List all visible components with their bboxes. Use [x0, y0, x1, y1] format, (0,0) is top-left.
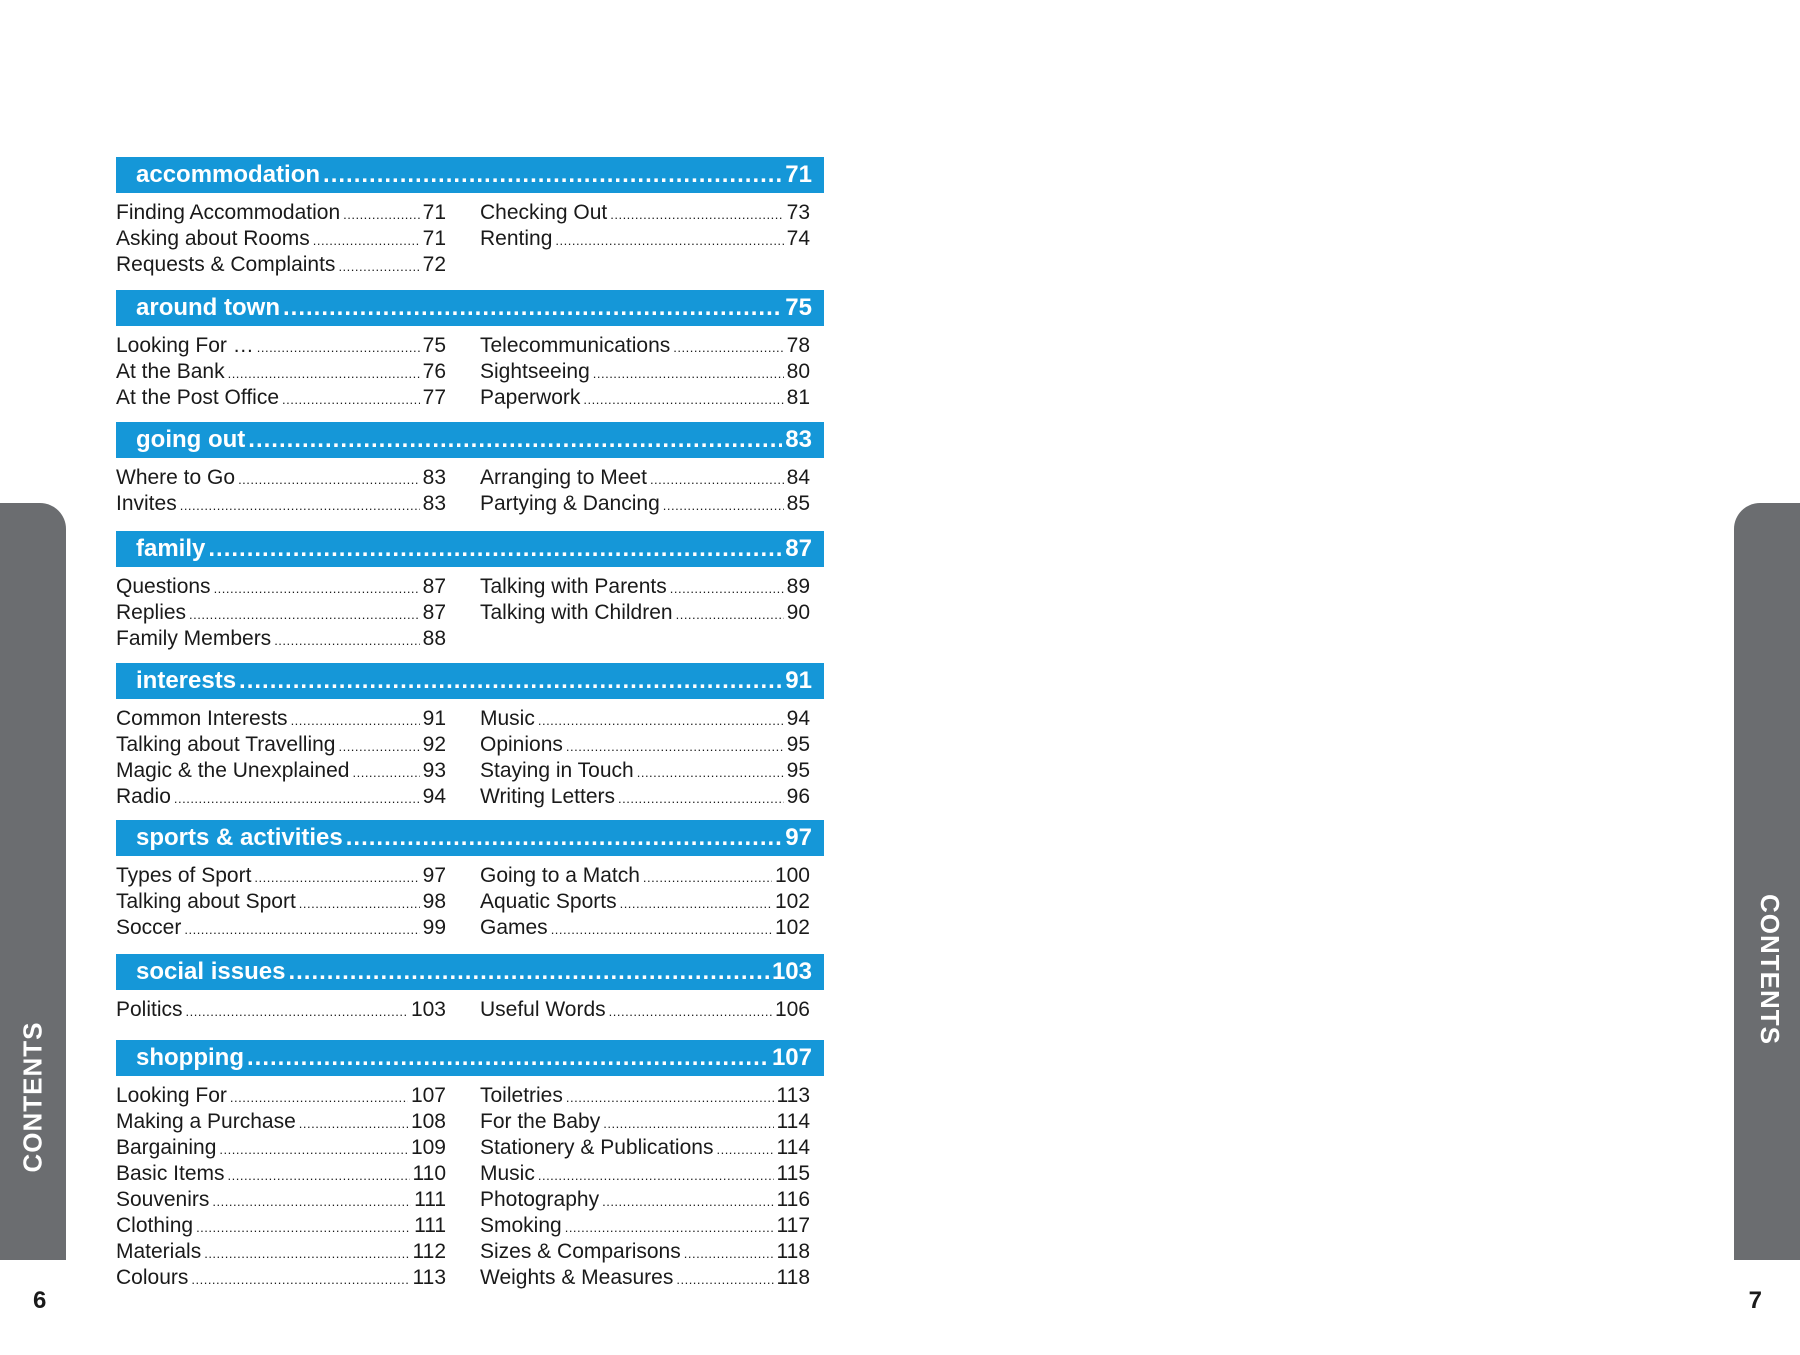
entry-page-number: 90	[786, 601, 810, 624]
section-title: interests	[136, 667, 237, 694]
entry-page-number: 117	[776, 1214, 810, 1237]
entry-page-number: 88	[422, 627, 446, 650]
section-page-number: 91	[785, 667, 812, 694]
entry-label: Materials	[116, 1240, 202, 1263]
toc-entry[interactable]	[116, 1084, 446, 1110]
entry-page-number: 87	[422, 601, 446, 624]
entry-page-number: 106	[774, 998, 810, 1021]
dot-leader	[566, 735, 784, 759]
section-heading[interactable]	[116, 531, 824, 567]
toc-entry[interactable]	[480, 1162, 810, 1188]
entry-page-number: 71	[422, 227, 446, 250]
toc-entry[interactable]	[116, 1266, 446, 1292]
entry-label: Politics	[116, 998, 183, 1021]
entry-page-number: 99	[422, 916, 446, 939]
toc-entry[interactable]	[480, 386, 810, 412]
toc-entry[interactable]	[480, 575, 810, 601]
dot-leader	[618, 787, 784, 811]
entry-column	[480, 334, 810, 412]
entry-label: Staying in Touch	[480, 759, 634, 782]
dot-leader	[212, 1190, 411, 1214]
entry-label: Useful Words	[480, 998, 606, 1021]
toc-entry[interactable]	[480, 492, 810, 518]
entry-label: Going to a Match	[480, 864, 640, 887]
entry-page-number: 95	[786, 733, 810, 756]
toc-entry[interactable]	[116, 360, 446, 386]
dot-leader	[583, 388, 783, 412]
toc-entry[interactable]	[116, 785, 446, 811]
entry-page-number: 81	[786, 386, 810, 409]
entry-label: Aquatic Sports	[480, 890, 617, 913]
entry-page-number: 102	[774, 890, 810, 913]
toc-entry[interactable]	[480, 466, 810, 492]
dot-leader	[184, 918, 419, 942]
section-page-number: 75	[785, 294, 812, 321]
dot-leader	[191, 1268, 409, 1292]
dot-leader	[555, 229, 783, 253]
dot-leader	[239, 667, 782, 695]
entry-label: Smoking	[480, 1214, 562, 1237]
section-page-number: 71	[785, 161, 812, 188]
dot-leader	[566, 1086, 774, 1110]
entry-page-number: 73	[786, 201, 810, 224]
entry-label: Weights & Measures	[480, 1266, 674, 1289]
section-heading[interactable]	[116, 954, 824, 990]
section-heading[interactable]	[116, 157, 824, 193]
toc-entry[interactable]	[116, 253, 446, 279]
entry-page-number: 91	[422, 707, 446, 730]
entry-label: For the Baby	[480, 1110, 601, 1133]
entry-label: Opinions	[480, 733, 563, 756]
entry-column	[480, 575, 810, 653]
entry-label: Partying & Dancing	[480, 492, 660, 515]
contents-side-tab	[0, 503, 66, 1260]
entry-page-number: 114	[776, 1110, 810, 1133]
entry-label: Basic Items	[116, 1162, 225, 1185]
dot-leader	[186, 1000, 408, 1024]
dot-leader	[538, 709, 784, 733]
dot-leader	[343, 203, 420, 227]
dot-leader	[299, 1112, 408, 1136]
entry-label: Looking For …	[116, 334, 254, 357]
entry-label: Invites	[116, 492, 177, 515]
page-number: 6	[33, 1287, 47, 1314]
dot-leader	[620, 892, 772, 916]
toc-entry[interactable]	[480, 360, 810, 386]
toc-entry[interactable]	[116, 492, 446, 518]
entry-page-number: 76	[422, 360, 446, 383]
entry-label: Family Members	[116, 627, 272, 650]
dot-leader	[274, 629, 419, 653]
entry-page-number: 94	[422, 785, 446, 808]
dot-leader	[313, 229, 420, 253]
section-title: going out	[136, 426, 246, 453]
entry-label: Music	[480, 1162, 535, 1185]
entry-page-number: 116	[776, 1188, 810, 1211]
dot-leader	[650, 468, 784, 492]
section-page-number: 83	[785, 426, 812, 453]
toc-entry[interactable]	[480, 998, 810, 1024]
toc-section	[116, 663, 824, 811]
entry-label: Photography	[480, 1188, 600, 1211]
entry-page-number: 83	[422, 466, 446, 489]
toc-entry[interactable]	[480, 785, 810, 811]
entry-page-number: 102	[774, 916, 810, 939]
dot-leader	[676, 1268, 773, 1292]
entry-page-number: 72	[422, 253, 446, 276]
entry-page-number: 97	[422, 864, 446, 887]
dot-leader	[282, 388, 420, 412]
entry-label: Games	[480, 916, 548, 939]
section-title: shopping	[136, 1044, 244, 1071]
entry-page-number: 118	[776, 1240, 810, 1263]
entry-label: Colours	[116, 1266, 189, 1289]
section-page-number: 103	[771, 958, 812, 985]
toc-entry[interactable]	[480, 1110, 810, 1136]
entry-label: Telecommunications	[480, 334, 671, 357]
dot-leader	[189, 603, 420, 627]
entry-column	[480, 998, 810, 1024]
entry-label: Talking about Travelling	[116, 733, 336, 756]
dot-leader	[196, 1216, 411, 1240]
entry-page-number: 110	[412, 1162, 446, 1185]
dot-leader	[228, 362, 420, 386]
toc-entry[interactable]	[480, 227, 810, 253]
toc-entry[interactable]	[480, 916, 810, 942]
dot-leader	[299, 892, 420, 916]
entry-label: Sizes & Comparisons	[480, 1240, 681, 1263]
entry-page-number: 100	[774, 864, 810, 887]
toc-entry[interactable]	[116, 1240, 446, 1266]
entry-label: Replies	[116, 601, 187, 624]
dot-leader	[663, 494, 784, 518]
toc-entry[interactable]	[116, 1110, 446, 1136]
toc-entry[interactable]	[480, 334, 810, 360]
toc-section	[116, 157, 824, 279]
section-heading[interactable]	[116, 1040, 824, 1076]
section-title: sports & activities	[136, 824, 343, 851]
entry-page-number: 112	[412, 1240, 446, 1263]
entry-column	[116, 334, 446, 412]
dot-leader	[238, 468, 420, 492]
entry-page-number: 109	[410, 1136, 446, 1159]
section-heading[interactable]	[116, 663, 824, 699]
toc-entry[interactable]	[116, 916, 446, 942]
entry-label: Asking about Rooms	[116, 227, 310, 250]
toc-entry[interactable]	[116, 201, 446, 227]
entry-page-number: 71	[422, 201, 446, 224]
entry-label: Talking with Children	[480, 601, 673, 624]
entry-page-number: 115	[776, 1162, 810, 1185]
entry-label: Questions	[116, 575, 211, 598]
entry-page-number: 118	[776, 1266, 810, 1289]
entry-page-number: 78	[786, 334, 810, 357]
entry-page-number: 89	[786, 575, 810, 598]
dot-leader	[283, 294, 782, 322]
toc-entry[interactable]	[480, 1214, 810, 1240]
dot-leader	[676, 603, 784, 627]
dot-leader	[338, 735, 419, 759]
entry-column	[480, 466, 810, 518]
entry-label: Paperwork	[480, 386, 581, 409]
entry-page-number: 103	[410, 998, 446, 1021]
dot-leader	[257, 336, 420, 360]
entry-page-number: 111	[414, 1188, 446, 1211]
toc-entry[interactable]	[116, 334, 446, 360]
entry-page-number: 74	[786, 227, 810, 250]
dot-leader	[538, 1164, 774, 1188]
section-heading[interactable]	[116, 290, 824, 326]
dot-leader	[603, 1112, 773, 1136]
entry-column	[116, 1084, 446, 1292]
toc-entry[interactable]	[480, 1266, 810, 1292]
toc-entry[interactable]	[116, 1162, 446, 1188]
dot-leader	[214, 577, 420, 601]
entry-label: Bargaining	[116, 1136, 217, 1159]
section-heading[interactable]	[116, 820, 824, 856]
entry-column	[480, 864, 810, 942]
dot-leader	[346, 824, 783, 852]
dot-leader	[673, 336, 783, 360]
toc-entry[interactable]	[480, 1136, 810, 1162]
entry-label: Looking For	[116, 1084, 227, 1107]
entry-column	[116, 201, 446, 279]
entry-label: Talking about Sport	[116, 890, 296, 913]
entry-label: Making a Purchase	[116, 1110, 296, 1133]
section-page-number: 97	[785, 824, 812, 851]
dot-leader	[174, 787, 420, 811]
toc-section	[116, 531, 824, 653]
dot-leader	[609, 1000, 772, 1024]
entry-page-number: 113	[412, 1266, 446, 1289]
dot-leader	[323, 161, 782, 189]
dot-leader	[684, 1242, 774, 1266]
entry-label: Stationery & Publications	[480, 1136, 714, 1159]
entry-page-number: 84	[786, 466, 810, 489]
toc-entry[interactable]	[480, 601, 810, 627]
dot-leader	[288, 958, 769, 986]
dot-leader	[670, 577, 784, 601]
toc-entry[interactable]	[480, 1240, 810, 1266]
dot-leader	[610, 203, 783, 227]
entry-label: Sightseeing	[480, 360, 590, 383]
entry-label: Clothing	[116, 1214, 194, 1237]
dot-leader	[637, 761, 784, 785]
toc-entry[interactable]	[480, 733, 810, 759]
toc-entry[interactable]	[480, 1084, 810, 1110]
entry-column	[116, 575, 446, 653]
dot-leader	[551, 918, 772, 942]
entry-label: Writing Letters	[480, 785, 615, 808]
entry-label: Types of Sport	[116, 864, 252, 887]
dot-leader	[247, 1044, 769, 1072]
entry-label: Souvenirs	[116, 1188, 210, 1211]
entry-label: At the Bank	[116, 360, 225, 383]
entry-page-number: 87	[422, 575, 446, 598]
entry-page-number: 75	[422, 334, 446, 357]
entry-label: Renting	[480, 227, 553, 250]
section-title: family	[136, 535, 206, 562]
section-page-number: 87	[785, 535, 812, 562]
toc-entry[interactable]	[480, 707, 810, 733]
toc-entry[interactable]	[116, 386, 446, 412]
entry-label: Where to Go	[116, 466, 236, 489]
page-number: 7	[1748, 1287, 1762, 1314]
entry-page-number: 98	[422, 890, 446, 913]
toc-entry[interactable]	[480, 759, 810, 785]
section-title: around town	[136, 294, 280, 321]
toc-entry[interactable]	[116, 1136, 446, 1162]
entry-page-number: 95	[786, 759, 810, 782]
dot-leader	[593, 362, 784, 386]
toc-entry[interactable]	[116, 890, 446, 916]
dot-leader	[254, 866, 419, 890]
entry-label: Talking with Parents	[480, 575, 667, 598]
entry-label: Toiletries	[480, 1084, 563, 1107]
toc-entry[interactable]	[116, 466, 446, 492]
right-page	[900, 0, 1800, 1355]
entry-column	[480, 1084, 810, 1292]
entry-column	[480, 201, 810, 279]
entry-column	[116, 864, 446, 942]
dot-leader	[180, 494, 420, 518]
toc-section	[116, 820, 824, 942]
entry-page-number: 111	[414, 1214, 446, 1237]
toc-entry[interactable]	[116, 601, 446, 627]
section-title: social issues	[136, 958, 286, 985]
dot-leader	[643, 866, 772, 890]
entry-page-number: 83	[422, 492, 446, 515]
dot-leader	[228, 1164, 410, 1188]
toc-entry[interactable]	[480, 201, 810, 227]
entry-page-number: 80	[786, 360, 810, 383]
side-tab-label: CONTENTS	[17, 1021, 48, 1173]
section-heading[interactable]	[116, 422, 824, 458]
entry-label: Requests & Complaints	[116, 253, 336, 276]
entry-label: Arranging to Meet	[480, 466, 647, 489]
toc-entry[interactable]	[116, 864, 446, 890]
toc-entry[interactable]	[116, 733, 446, 759]
side-tab-label: CONTENTS	[1755, 894, 1785, 1045]
entry-column	[116, 707, 446, 811]
toc-section	[116, 422, 824, 518]
toc-entry[interactable]	[116, 1188, 446, 1214]
entry-column	[116, 998, 446, 1024]
section-page-number: 107	[771, 1044, 812, 1071]
dot-leader	[208, 535, 782, 563]
entry-label: Music	[480, 707, 535, 730]
toc-section	[116, 954, 824, 1024]
entry-page-number: 85	[786, 492, 810, 515]
entry-page-number: 114	[776, 1136, 810, 1159]
entry-label: Magic & the Unexplained	[116, 759, 350, 782]
toc-entry[interactable]	[116, 575, 446, 601]
entry-label: At the Post Office	[116, 386, 280, 409]
entry-page-number: 77	[422, 386, 446, 409]
dot-leader	[602, 1190, 773, 1214]
toc-entry[interactable]	[116, 1214, 446, 1240]
toc-entry[interactable]	[116, 759, 446, 785]
dot-leader	[230, 1086, 408, 1110]
entry-label: Checking Out	[480, 201, 608, 224]
entry-page-number: 108	[410, 1110, 446, 1133]
entry-label: Common Interests	[116, 707, 288, 730]
dot-leader	[352, 761, 419, 785]
toc-section	[116, 1040, 824, 1292]
dot-leader	[248, 426, 782, 454]
dot-leader	[565, 1216, 774, 1240]
entry-page-number: 113	[776, 1084, 810, 1107]
entry-column	[116, 466, 446, 518]
entry-label: Finding Accommodation	[116, 201, 341, 224]
entry-page-number: 96	[786, 785, 810, 808]
contents-side-tab	[1734, 503, 1800, 1260]
toc-entry[interactable]	[480, 864, 810, 890]
entry-page-number: 94	[786, 707, 810, 730]
dot-leader	[338, 255, 419, 279]
entry-label: Soccer	[116, 916, 182, 939]
dot-leader	[716, 1138, 773, 1162]
entry-page-number: 92	[422, 733, 446, 756]
dot-leader	[219, 1138, 408, 1162]
entry-column	[480, 707, 810, 811]
toc-entry[interactable]	[116, 627, 446, 653]
section-title: accommodation	[136, 161, 321, 188]
toc-entry[interactable]	[116, 227, 446, 253]
toc-section	[116, 290, 824, 412]
dot-leader	[204, 1242, 409, 1266]
entry-label: Radio	[116, 785, 171, 808]
toc-entry[interactable]	[116, 707, 446, 733]
toc-entry[interactable]	[116, 998, 446, 1024]
toc-entry[interactable]	[480, 1188, 810, 1214]
entry-page-number: 93	[422, 759, 446, 782]
entry-page-number: 107	[410, 1084, 446, 1107]
toc-entry[interactable]	[480, 890, 810, 916]
dot-leader	[291, 709, 420, 733]
